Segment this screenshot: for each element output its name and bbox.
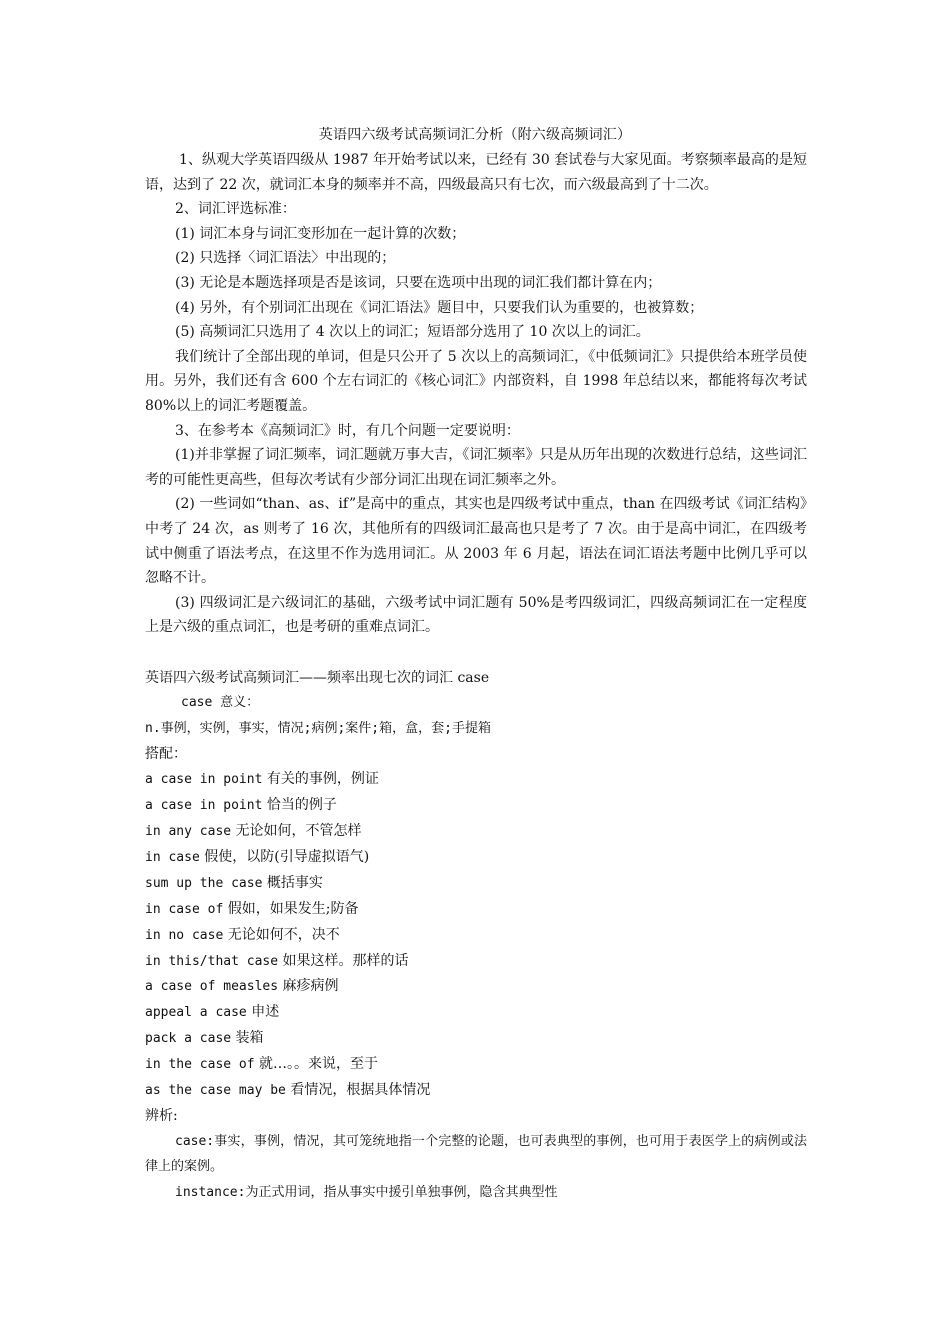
phrase-cn: 装箱 (235, 1030, 264, 1047)
phrase-en: as the case may be (145, 1083, 286, 1099)
note-1: (1)并非掌握了词汇频率，词汇题就万事大吉，《词汇频率》只是从历年出现的次数进行总结，这些词汇考的可能性更高些，但每次考试有少部分词汇出现在词汇频率之外。 (145, 447, 807, 488)
section-gap (145, 640, 807, 666)
phrase-cn: 概括事实 (266, 874, 323, 891)
phrase-item (145, 897, 807, 923)
meaning-label-text: case 意义： (181, 695, 260, 711)
intro-paragraph-4: 3、在参考本《高频词汇》时，有几个问题一定要说明： (175, 422, 520, 439)
phrase-item (145, 1026, 807, 1052)
analysis-instance-text: instance:为正式用词，指从事实中援引单独事例，隐含其典型性 (175, 1185, 558, 1201)
analysis-label: 辨析: (145, 1107, 178, 1124)
phrase-cn: 麻疹病例 (282, 978, 339, 995)
phrase-cn: 恰当的例子 (266, 797, 337, 814)
phrase-en: pack a case (145, 1031, 232, 1047)
phrase-en: in this/that case (145, 953, 279, 969)
criteria-item: (2) 只选择〈词汇语法〉中出现的； (175, 250, 396, 267)
phrase-cn: 如果这样。那样的话 (282, 952, 409, 969)
criteria-item: (1) 词汇本身与词汇变形加在一起计算的次数； (175, 225, 466, 242)
phrase-cn: 就…。。来说，至于 (259, 1056, 379, 1073)
document-body (145, 148, 807, 1206)
phrase-cn: 无论如何，不管怎样 (235, 823, 362, 839)
phrase-item (145, 871, 807, 897)
phrase-cn: 假使，以防(引导虚拟语气) (204, 848, 370, 865)
phrase-en: in no case (145, 927, 224, 943)
phrase-cn: 有关的事例，例证 (266, 771, 379, 788)
analysis-instance (145, 1180, 807, 1206)
phrase-item (145, 1052, 807, 1078)
phrase-item (145, 819, 807, 845)
phrase-en: in any case (145, 824, 232, 839)
phrase-en: a case of measles (145, 979, 279, 995)
phrase-en: in the case of (145, 1057, 255, 1073)
phrase-item (145, 974, 807, 1000)
intro-paragraph-3: 我们统计了全部出现的单词，但是只公开了 5 次以上的高频词汇，《中低频词汇》只提供给本班学员使用。另外，我们还有含 600 个左右词汇的《核心词汇》内部资料，自 1998 年总结以来，都能将每次考试 80%以上的词汇考题覆盖。 (145, 348, 807, 414)
intro-paragraph-2: 2、词汇评选标准： (175, 201, 296, 218)
phrase-cn: 申述 (251, 1004, 280, 1021)
note-3: (3) 四级词汇是六级词汇的基础，六级考试中词汇题有 50%是考四级词汇，四级高频词汇在一定程度上是六级的重点词汇，也是考研的重难点词汇。 (145, 594, 807, 636)
intro-paragraph-1: 1、纵观大学英语四级从 1987 年开始考试以来，已经有 30 套试卷与大家见面。考察频率最高的是短语，达到了 22 次，就词汇本身的频率并不高，四级最高只有七次，而六级最高到了十二次。 (145, 152, 807, 193)
criteria-item: (5) 高频词汇只选用了 4 次以上的词汇；短语部分选用了 10 次以上的词汇。 (175, 324, 650, 341)
criteria-item: (4) 另外，有个别词汇出现在《词汇语法》题目中，只要我们认为重要的，也被算数； (175, 299, 704, 316)
analysis-case-text: case:事实，事例，情况，其可笼统地指一个完整的论题，也可表典型的事例，也可用于表医学上的病例或法律上的案例。 (145, 1133, 807, 1175)
phrase-item (145, 845, 807, 871)
phrase-en: a case in point (145, 798, 263, 814)
document-title: 英语四六级考试高频词汇分析（附六级高频词汇） (318, 127, 632, 143)
section-heading: 英语四六级考试高频词汇——频率出现七次的词汇 case (145, 669, 490, 686)
phrase-item (145, 1078, 807, 1104)
analysis-case (145, 1129, 807, 1180)
phrase-en: appeal a case (145, 1005, 247, 1021)
phrase-en: in case (145, 849, 200, 865)
criteria-item: (3) 无论是本题选择项是否是该词，只要在选项中出现的词汇我们都计算在内； (175, 274, 662, 291)
meaning-label (145, 690, 807, 716)
meaning-text (145, 716, 807, 742)
note-2: (2) 一些词如“than、as、if”是高中的重点，其实也是四级考试中重点，than 在四级考试《词汇结构》中考了 24 次，as 则考了 16 次，其他所有的四级词汇最高也只是考了 7 次。由于是高中词汇，在四级考试中侧重了语法考点，在这里不作为选用词汇。从 2003 年 6 月起，语法在词汇语法考题中比例几乎可以忽略不计。 (145, 496, 807, 587)
collocation-label: 搭配： (145, 746, 187, 763)
meaning-text-value: n.事例，实例，事实，情况;病例;案件;箱，盒，套;手提箱 (145, 721, 491, 737)
phrase-cn: 看情况，根据具体情况 (290, 1082, 431, 1099)
phrase-item (145, 1000, 807, 1026)
phrase-item (145, 949, 807, 975)
phrase-cn: 假如，如果发生;防备 (227, 900, 359, 917)
phrase-en: a case in point (145, 772, 263, 788)
phrase-item (145, 793, 807, 819)
phrase-en: in case of (145, 901, 224, 917)
phrase-item (145, 767, 807, 793)
phrase-item (145, 923, 807, 949)
phrase-en: sum up the case (145, 875, 263, 891)
phrase-cn: 无论如何不，决不 (227, 926, 340, 943)
